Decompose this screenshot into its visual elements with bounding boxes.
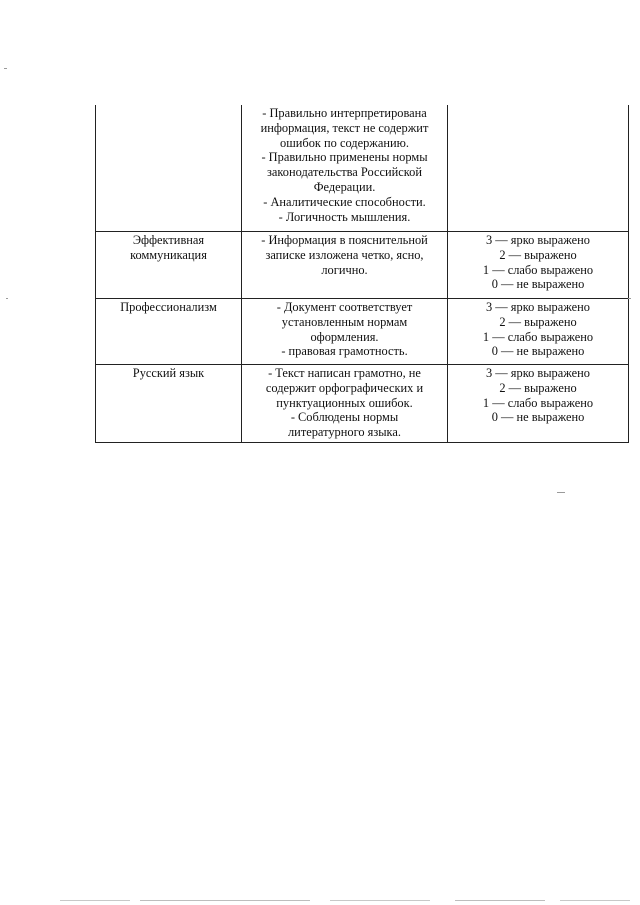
scale-line: 2 — выражено [499, 380, 577, 395]
indicator-line: - Текст написан грамотно, не [268, 366, 421, 380]
scale-line: 1 — слабо выражено [482, 262, 594, 277]
scale-cell [448, 299, 629, 365]
criterion-name: коммуникация [130, 247, 207, 262]
indicator-line: литературного языка. [288, 425, 401, 440]
indicator-line: записке изложена четко, ясно, [265, 247, 424, 262]
indicator-line: содержит орфографических и [265, 380, 424, 395]
table-row [96, 299, 629, 365]
indicators-cell [242, 365, 448, 443]
scale-cell [448, 365, 629, 443]
indicators-cell [242, 232, 448, 299]
scale-line: 1 — слабо выражено [482, 329, 594, 344]
indicator-line: - Логичность мышления. [278, 209, 411, 224]
indicators-cell [242, 299, 448, 365]
scan-speck [560, 900, 630, 901]
indicator-line: - Правильно интерпретирована [262, 106, 427, 120]
criterion-name: Профессионализм [120, 300, 217, 314]
scale-line: 0 — не выражено [491, 277, 585, 292]
indicator-line: установленным нормам [281, 314, 408, 329]
indicator-line: Федерации. [313, 179, 376, 194]
scale-line: 0 — не выражено [491, 344, 585, 359]
scan-speck [4, 68, 7, 69]
table-row [96, 232, 629, 299]
indicator-line: информация, текст не содержит [260, 120, 429, 135]
scan-speck [60, 900, 130, 901]
criterion-cell [96, 299, 242, 365]
scale-line: 3 — ярко выражено [486, 233, 590, 247]
scan-speck [330, 900, 430, 901]
scan-speck [557, 492, 565, 493]
criterion-name: Русский язык [132, 366, 205, 380]
scale-line: 2 — выражено [499, 314, 577, 329]
scale-line: 2 — выражено [499, 247, 577, 262]
scale-line: 3 — ярко выражено [486, 366, 590, 380]
indicator-line: - Аналитические способности. [263, 194, 426, 209]
criterion-cell [96, 365, 242, 443]
scale-line: 1 — слабо выражено [482, 395, 594, 410]
scan-speck [455, 900, 545, 901]
scan-speck [628, 298, 631, 299]
indicator-line: ошибок по содержанию. [280, 135, 409, 150]
indicator-line: логично. [321, 262, 368, 277]
indicator-line: оформления. [310, 329, 379, 344]
scan-speck [140, 900, 310, 901]
scale-cell [448, 105, 629, 232]
indicator-line: - Правильно применены нормы [261, 150, 428, 165]
indicator-line: - Документ соответствует [276, 300, 413, 314]
scale-line: 0 — не выражено [491, 410, 585, 425]
indicator-line: - правовая грамотность. [281, 344, 408, 359]
indicator-line: - Информация в пояснительной [261, 233, 428, 247]
table-row [96, 105, 629, 232]
evaluation-criteria-table [95, 105, 629, 443]
table-row [96, 365, 629, 443]
scale-cell [448, 232, 629, 299]
scale-line: 3 — ярко выражено [486, 300, 590, 314]
criterion-cell [96, 232, 242, 299]
indicator-line: пунктуационных ошибок. [276, 395, 413, 410]
indicators-cell [242, 105, 448, 232]
indicator-line: законодательства Российской [267, 165, 422, 180]
criterion-name: Эффективная [132, 233, 205, 247]
indicator-line: - Соблюдены нормы [290, 410, 399, 425]
criterion-cell [96, 105, 242, 232]
scan-speck [6, 298, 8, 299]
